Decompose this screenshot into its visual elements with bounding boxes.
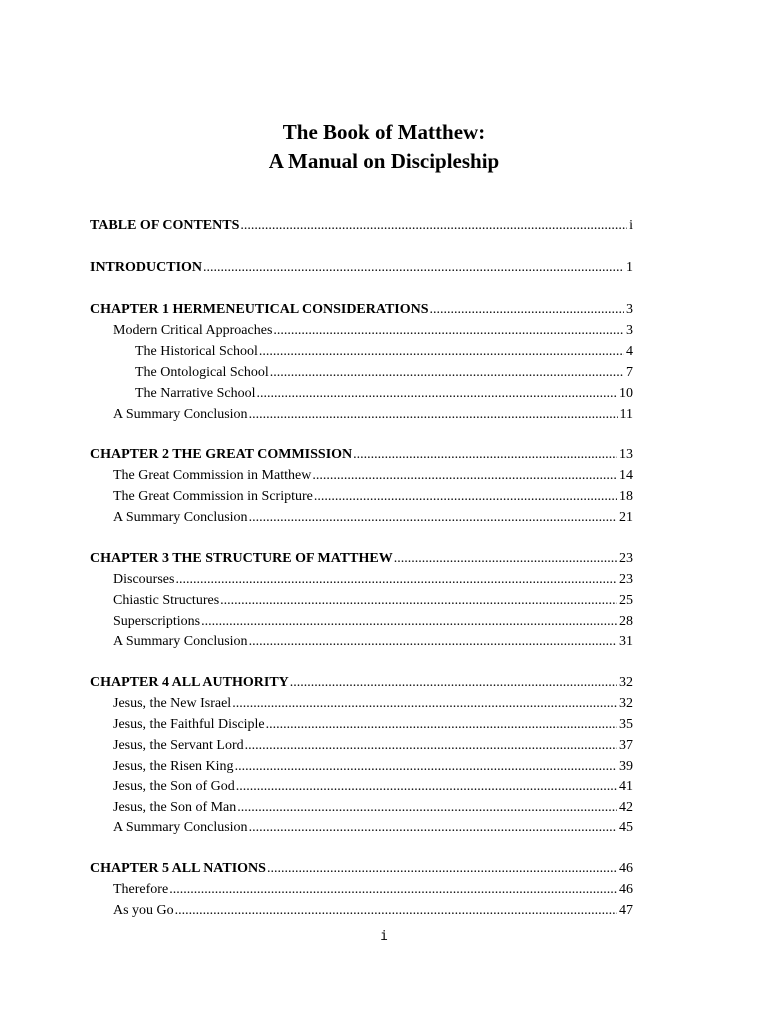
- toc-entry-page: 23: [619, 551, 633, 566]
- toc-entry-page: 32: [619, 675, 633, 690]
- toc-entry-label: A Summary Conclusion: [113, 820, 248, 835]
- toc-entry-page: 39: [619, 759, 633, 774]
- toc-entry[interactable]: [113, 570, 633, 590]
- toc-entry[interactable]: [90, 300, 633, 320]
- toc-entry-label: CHAPTER 1 HERMENEUTICAL CONSIDERATIONS: [90, 302, 429, 317]
- toc-entry-label: CHAPTER 5 ALL NATIONS: [90, 861, 266, 876]
- toc-entry-label: Jesus, the Risen King: [113, 759, 234, 774]
- dot-leader: [270, 363, 624, 383]
- toc-entry-label: Jesus, the Son of Man: [113, 800, 237, 815]
- toc-entry-page: 23: [619, 572, 633, 587]
- toc-entry-label: Jesus, the Son of God: [113, 779, 235, 794]
- dot-leader: [245, 736, 617, 756]
- toc-entry-page: 7: [626, 365, 633, 380]
- dot-leader: [259, 342, 624, 362]
- toc-entry-label: CHAPTER 4 ALL AUTHORITY: [90, 675, 289, 690]
- toc-entry-label: The Historical School: [135, 344, 258, 359]
- toc-entry-page: 4: [626, 344, 633, 359]
- dot-leader: [394, 549, 617, 569]
- toc-entry-label: As you Go: [113, 903, 174, 918]
- dot-leader: [430, 300, 624, 320]
- toc-entry-page: 46: [619, 861, 633, 876]
- toc-entry-page: 35: [619, 717, 633, 732]
- toc-entry-page: 13: [619, 447, 633, 462]
- toc-entry-label: Jesus, the Faithful Disciple: [113, 717, 265, 732]
- toc-entry[interactable]: [113, 757, 633, 777]
- dot-leader: [266, 715, 617, 735]
- toc-entry[interactable]: [113, 818, 633, 838]
- toc-entry-page: 18: [619, 489, 633, 504]
- dot-leader: [257, 384, 617, 404]
- page-number: i: [380, 929, 388, 944]
- dot-leader: [235, 757, 617, 777]
- toc-entry[interactable]: [90, 216, 633, 236]
- toc-entry[interactable]: [90, 859, 633, 879]
- dot-leader: [267, 859, 617, 879]
- toc-entry-page: 14: [619, 468, 633, 483]
- toc-entry[interactable]: [113, 405, 633, 425]
- dot-leader: [169, 880, 617, 900]
- toc-entry[interactable]: [113, 798, 633, 818]
- toc-entry[interactable]: [113, 321, 633, 341]
- toc-entry-page: 3: [626, 323, 633, 338]
- toc-entry[interactable]: [113, 777, 633, 797]
- dot-leader: [201, 612, 617, 632]
- toc-entry-label: Discourses: [113, 572, 175, 587]
- toc-entry-label: INTRODUCTION: [90, 260, 203, 275]
- title-line-1: The Book of Matthew:: [282, 120, 486, 144]
- dot-leader: [249, 818, 617, 838]
- dot-leader: [353, 445, 617, 465]
- toc-entry[interactable]: [113, 880, 633, 900]
- toc-entry[interactable]: [135, 363, 633, 383]
- title-line-2: A Manual on Discipleship: [268, 149, 500, 173]
- toc-entry-label: Jesus, the New Israel: [113, 696, 232, 711]
- toc-entry[interactable]: [113, 901, 633, 921]
- toc-entry-label: A Summary Conclusion: [113, 407, 248, 422]
- dot-leader: [249, 632, 617, 652]
- toc-entry[interactable]: [90, 673, 633, 693]
- dot-leader: [273, 321, 624, 341]
- toc-entry-label: Chiastic Structures: [113, 593, 220, 608]
- dot-leader: [314, 487, 617, 507]
- toc-entry-page: i: [629, 218, 633, 233]
- document-title: [0, 118, 768, 176]
- dot-leader: [249, 508, 617, 528]
- dot-leader: [240, 216, 627, 236]
- toc-entry[interactable]: [113, 466, 633, 486]
- toc-entry-page: 11: [619, 407, 633, 422]
- toc-entry-page: 47: [619, 903, 633, 918]
- dot-leader: [312, 466, 617, 486]
- toc-entry[interactable]: [113, 694, 633, 714]
- toc-entry[interactable]: [113, 591, 633, 611]
- toc-entry-label: Superscriptions: [113, 614, 201, 629]
- dot-leader: [232, 694, 617, 714]
- toc-entry[interactable]: [113, 736, 633, 756]
- toc-entry-label: A Summary Conclusion: [113, 634, 248, 649]
- toc-entry[interactable]: [113, 487, 633, 507]
- dot-leader: [290, 673, 617, 693]
- dot-leader: [237, 798, 617, 818]
- dot-leader: [203, 258, 624, 278]
- toc-entry-page: 3: [626, 302, 633, 317]
- toc-entry[interactable]: [90, 258, 633, 278]
- toc-entry-page: 25: [619, 593, 633, 608]
- dot-leader: [220, 591, 617, 611]
- toc-entry[interactable]: [135, 384, 633, 404]
- dot-leader: [175, 901, 617, 921]
- toc-entry-label: CHAPTER 2 THE GREAT COMMISSION: [90, 447, 353, 462]
- toc-entry-label: The Ontological School: [135, 365, 269, 380]
- toc-entry[interactable]: [113, 612, 633, 632]
- toc-entry-label: The Narrative School: [135, 386, 256, 401]
- toc-entry-page: 32: [619, 696, 633, 711]
- toc-entry-label: TABLE OF CONTENTS: [90, 218, 240, 233]
- dot-leader: [249, 405, 618, 425]
- toc-entry-page: 28: [619, 614, 633, 629]
- dot-leader: [175, 570, 617, 590]
- toc-entry[interactable]: [90, 549, 633, 569]
- toc-entry-page: 42: [619, 800, 633, 815]
- toc-entry-label: CHAPTER 3 THE STRUCTURE OF MATTHEW: [90, 551, 393, 566]
- toc-entry-label: The Great Commission in Matthew: [113, 468, 312, 483]
- toc-entry[interactable]: [135, 342, 633, 362]
- toc-entry[interactable]: [113, 508, 633, 528]
- toc-entry-page: 10: [619, 386, 633, 401]
- toc-entry[interactable]: [113, 715, 633, 735]
- toc-entry-page: 37: [619, 738, 633, 753]
- toc-entry-label: Therefore: [113, 882, 169, 897]
- toc-entry-label: Modern Critical Approaches: [113, 323, 273, 338]
- dot-leader: [236, 777, 617, 797]
- toc-entry-label: The Great Commission in Scripture: [113, 489, 313, 504]
- toc-entry-page: 46: [619, 882, 633, 897]
- toc-entry-page: 31: [619, 634, 633, 649]
- toc-entry[interactable]: [113, 632, 633, 652]
- toc-entry-label: A Summary Conclusion: [113, 510, 248, 525]
- toc-entry-label: Jesus, the Servant Lord: [113, 738, 244, 753]
- toc-entry-page: 45: [619, 820, 633, 835]
- toc-entry[interactable]: [90, 445, 633, 465]
- toc-entry-page: 21: [619, 510, 633, 525]
- toc-entry-page: 41: [619, 779, 633, 794]
- toc-entry-page: 1: [626, 260, 633, 275]
